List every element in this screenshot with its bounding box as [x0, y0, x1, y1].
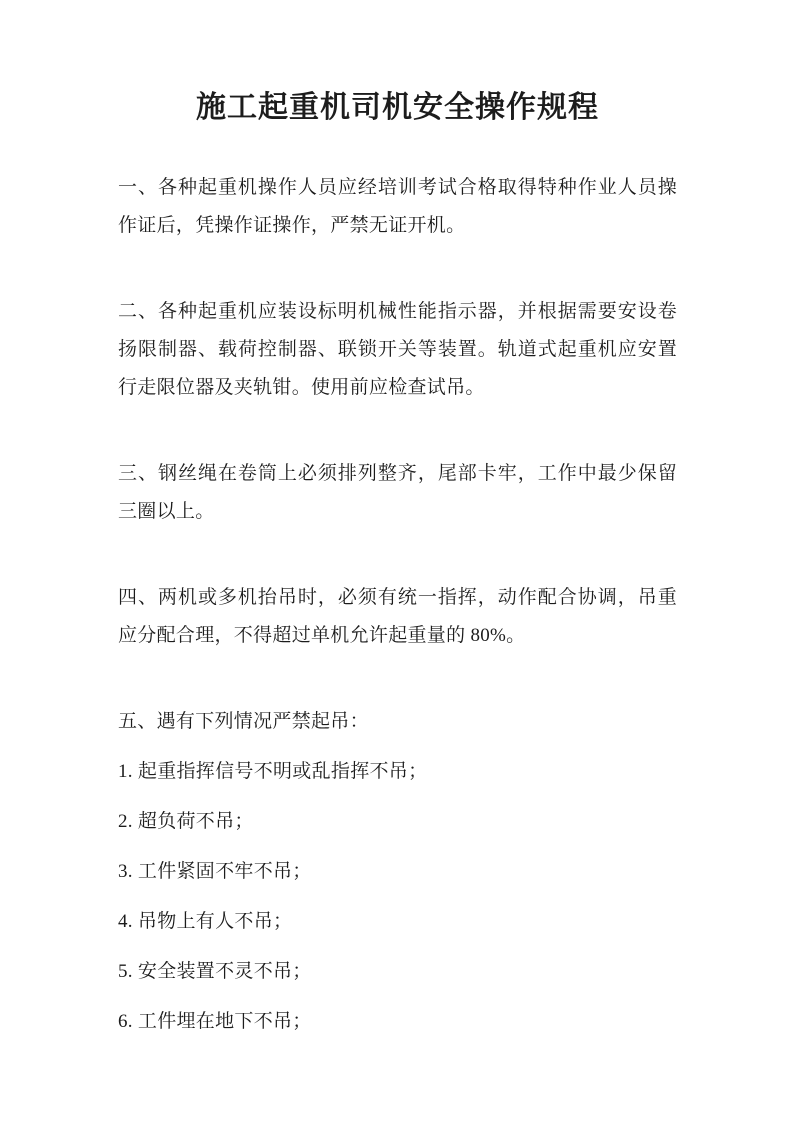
list-item-1: 1. 起重指挥信号不明或乱指挥不吊； [118, 761, 428, 782]
paragraph-2: 二、各种起重机应装设标明机械性能指示器，并根据需要安设卷扬限制器、载荷控制器、联锁开关等装置。轨道式起重机应安置行走限位器及夹轨钳。使用前应检查试吊。 [118, 301, 677, 398]
paragraph-1: 一、各种起重机操作人员应经培训考试合格取得特种作业人员操作证后，凭操作证操作，严禁无证开机。 [118, 177, 677, 236]
list-item-6: 6. 工件埋在地下不吊； [118, 1011, 312, 1032]
paragraph-4: 四、两机或多机抬吊时，必须有统一指挥，动作配合协调，吊重应分配合理，不得超过单机允许起重量的 80%。 [118, 587, 677, 646]
document-title: 施工起重机司机安全操作规程 [196, 91, 599, 124]
list-item-5: 5. 安全装置不灵不吊； [118, 961, 312, 982]
list-item-3: 3. 工件紧固不牢不吊； [118, 861, 312, 882]
paragraph-3: 三、钢丝绳在卷筒上必须排列整齐，尾部卡牢，工作中最少保留三圈以上。 [118, 463, 677, 522]
list-item-4: 4. 吊物上有人不吊； [118, 911, 293, 932]
list-item-2: 2. 超负荷不吊； [118, 811, 254, 832]
paragraph-5: 五、遇有下列情况严禁起吊： [118, 711, 369, 732]
